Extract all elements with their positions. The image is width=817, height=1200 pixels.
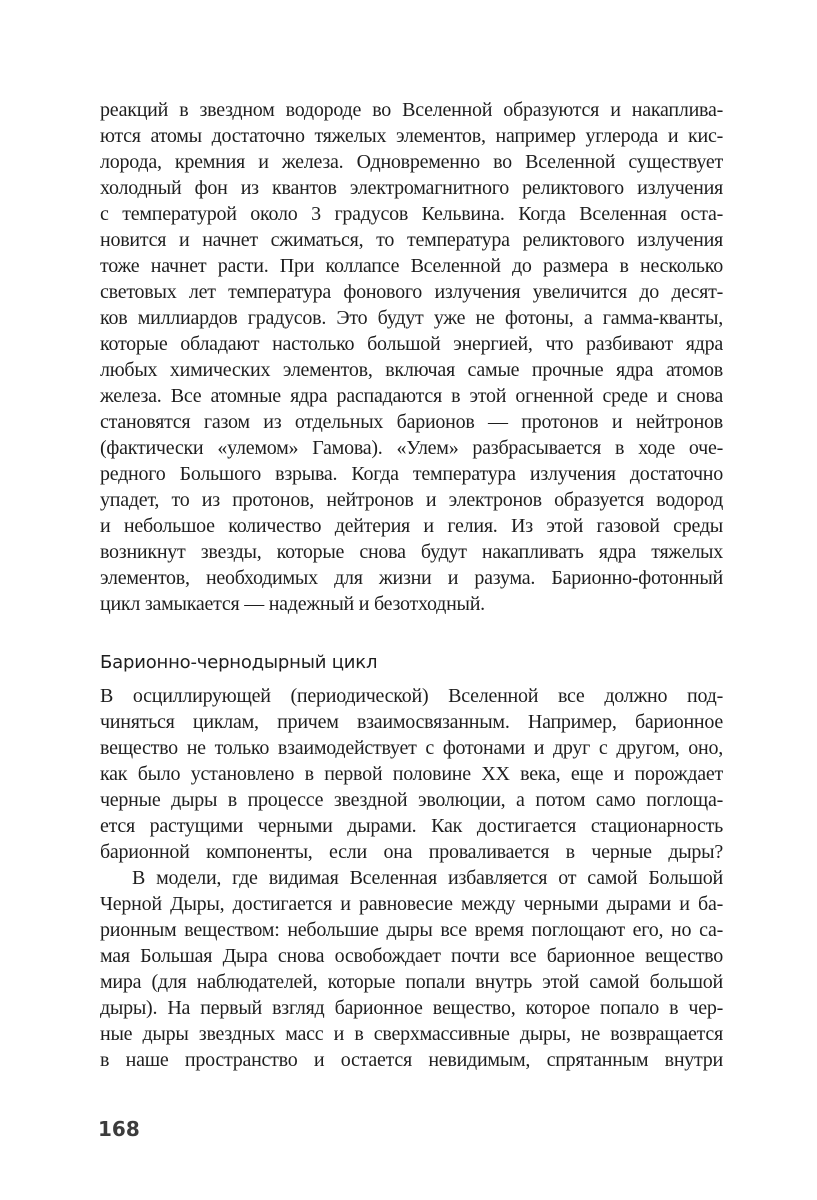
text-line: в наше пространство и остается невидимым, спрятанным внутри bbox=[100, 1049, 723, 1071]
section-heading: Барионно-чернодырный цикл bbox=[100, 652, 378, 673]
text-line: мая Большая Дыра снова освобождает почти все барионное вещество bbox=[100, 945, 723, 967]
text-line: ется растущими черными дырами. Как достигается стационарность bbox=[100, 815, 723, 837]
text-line: любых химических элементов, включая самые прочные ядра атомов bbox=[100, 359, 723, 381]
text-line: ются атомы достаточно тяжелых элементов, например углерода и кис- bbox=[100, 125, 723, 147]
text-line: (фактически «улемом» Гамова). «Улем» разбрасывается в ходе оче- bbox=[100, 437, 723, 459]
page-number: 168 bbox=[98, 1117, 140, 1141]
text-line: чиняться циклам, причем взаимосвязанным. Например, барионное bbox=[100, 711, 723, 733]
text-line: вещество не только взаимодействует с фотонами и друг с другом, оно, bbox=[100, 737, 723, 759]
text-line: лорода, кремния и железа. Одновременно во Вселенной существует bbox=[100, 151, 723, 173]
text-line: становятся газом из отдельных барионов — протонов и нейтронов bbox=[100, 411, 723, 433]
text-line: реакций в звездном водороде во Вселенной образуются и накаплива- bbox=[100, 99, 723, 121]
text-line: мира (для наблюдателей, которые попали внутрь этой самой большой bbox=[100, 971, 723, 993]
text-line: элементов, необходимых для жизни и разума. Барионно-фотонный bbox=[100, 567, 723, 589]
text-line: редного Большого взрыва. Когда температура излучения достаточно bbox=[100, 463, 723, 485]
text-line: черные дыры в процессе звездной эволюции, а потом само поглоща- bbox=[100, 789, 723, 811]
text-line: тоже начнет расти. При коллапсе Вселенной до размера в несколько bbox=[100, 255, 723, 277]
text-line: возникнут звезды, которые снова будут накапливать ядра тяжелых bbox=[100, 541, 723, 563]
text-line: ков миллиардов градусов. Это будут уже не фотоны, а гамма-кванты, bbox=[100, 307, 723, 329]
text-line: ные дыры звездных масс и в сверхмассивные дыры, не возвращается bbox=[100, 1023, 723, 1045]
text-line: световых лет температура фонового излучения увеличится до десят- bbox=[100, 281, 723, 303]
text-line: рионным веществом: небольшие дыры все время поглощают его, но са- bbox=[100, 919, 723, 941]
text-line: В модели, где видимая Вселенная избавляется от самой Большой bbox=[132, 867, 723, 889]
text-line: В осциллирующей (периодической) Вселенной все должно под- bbox=[100, 685, 723, 707]
text-line: которые обладают настолько большой энергией, что разбивают ядра bbox=[100, 333, 723, 355]
text-line: холодный фон из квантов электромагнитного реликтового излучения bbox=[100, 177, 723, 199]
text-line: упадет, то из протонов, нейтронов и электронов образуется водород bbox=[100, 489, 723, 511]
text-line: и небольшое количество дейтерия и гелия. Из этой газовой среды bbox=[100, 515, 723, 537]
text-line: с температурой около 3 градусов Кельвина. Когда Вселенная оста- bbox=[100, 203, 723, 225]
text-line: цикл замыкается — надежный и безотходный. bbox=[100, 593, 485, 615]
text-line: новится и начнет сжиматься, то температура реликтового излучения bbox=[100, 229, 723, 251]
text-line: железа. Все атомные ядра распадаются в этой огненной среде и снова bbox=[100, 385, 723, 407]
text-line: Черной Дыры, достигается и равновесие между черными дырами и ба- bbox=[100, 893, 723, 915]
text-line: как было установлено в первой половине XX века, еще и порождает bbox=[100, 763, 723, 785]
text-line: барионной компоненты, если она проваливается в черные дыры? bbox=[100, 841, 723, 863]
text-line: дыры). На первый взгляд барионное вещество, которое попало в чер- bbox=[100, 997, 723, 1019]
